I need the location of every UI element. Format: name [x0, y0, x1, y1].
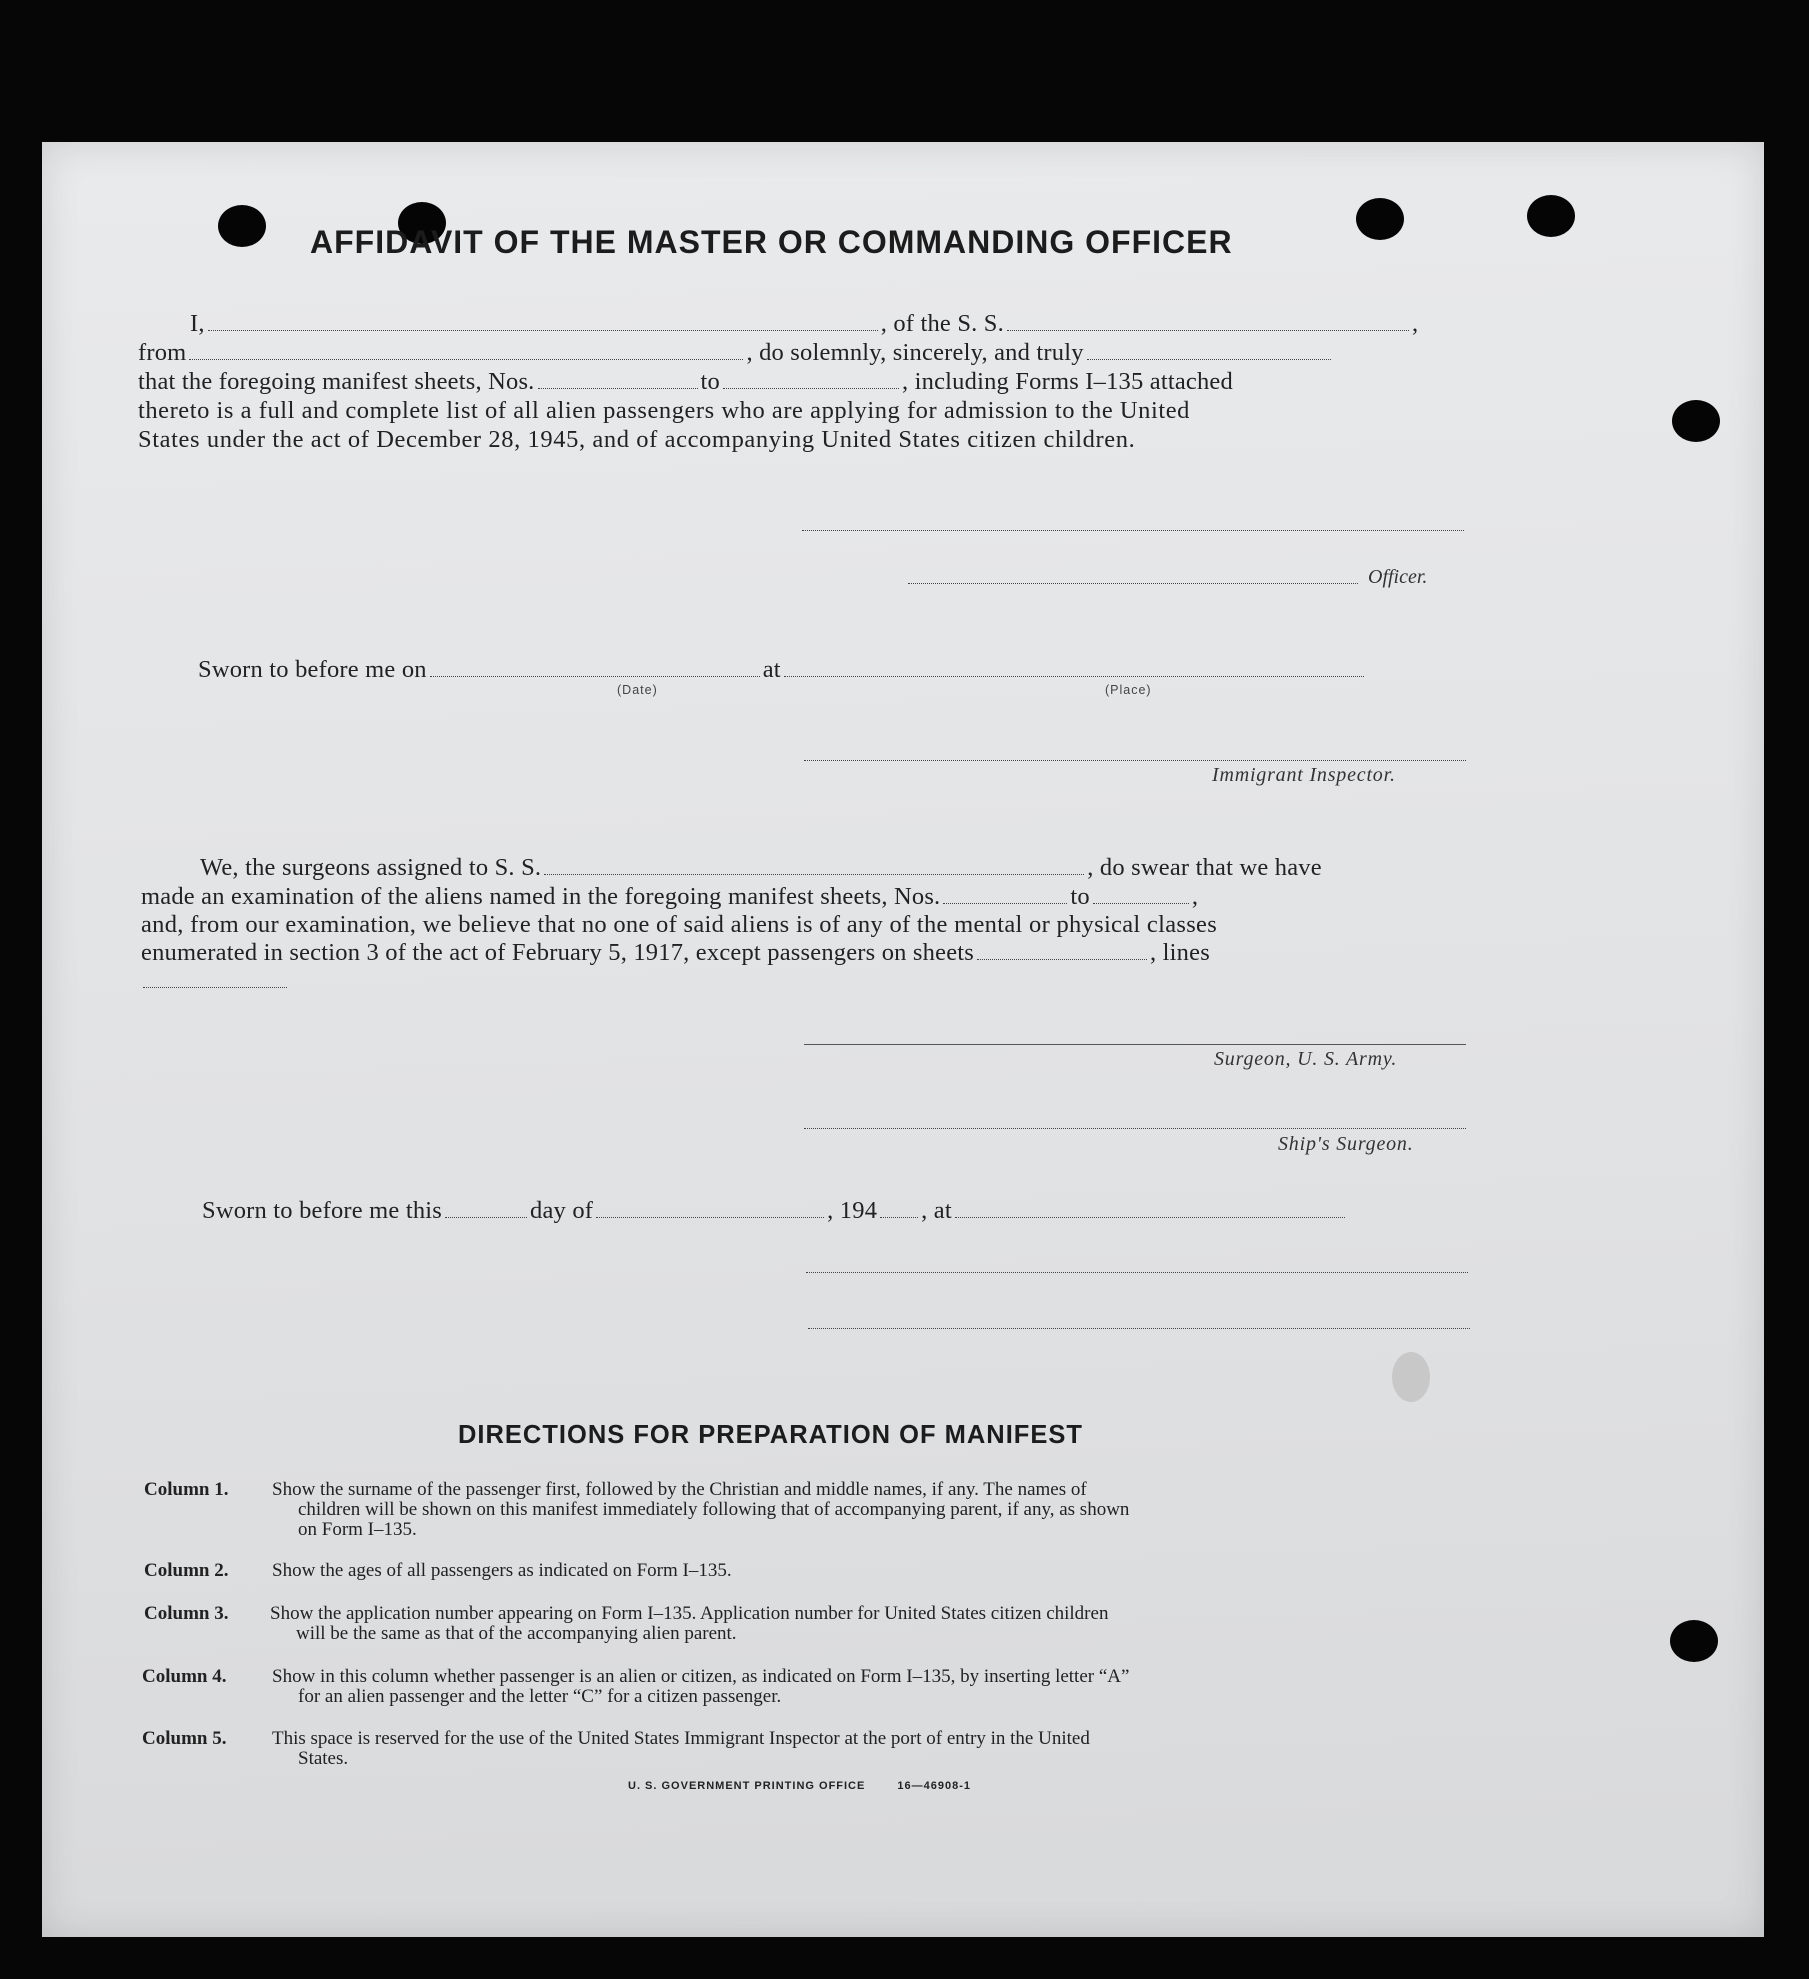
officer-title-line[interactable] [908, 583, 1358, 584]
affidavit-text: I, [190, 310, 205, 337]
direction-line: States. [298, 1748, 349, 1769]
direction-line: Show the ages of all passengers as indicated on Form I–135. [272, 1560, 732, 1581]
affidavit-text: , do solemnly, sincerely, and truly [746, 339, 1084, 366]
affidavit-text: from [138, 339, 187, 366]
officer-label: Officer. [1368, 566, 1428, 588]
sworn-before-line [198, 656, 1367, 684]
affidavit-line-5: States under the act of December 28, 1945, and of accompanying United States citizen children. [138, 426, 1136, 453]
affidavit-line-1 [190, 310, 1418, 338]
affidavit-text: that the foregoing manifest sheets, Nos. [138, 368, 535, 395]
direction-text [272, 1561, 732, 1581]
sworn-text: at [762, 656, 781, 683]
punch-hole [1527, 195, 1575, 237]
sworn-text: day of [530, 1197, 594, 1224]
sworn-signature-line-2[interactable] [808, 1328, 1470, 1329]
surgeon-sheet-to-field[interactable] [1093, 885, 1189, 904]
affidavit-text: to [700, 368, 720, 395]
direction-label: Column 4. [142, 1666, 227, 1687]
ships-surgeon-label: Ship's Surgeon. [1278, 1133, 1414, 1155]
sheet-to-field[interactable] [723, 370, 899, 389]
punch-hole [1672, 400, 1720, 442]
officer-name-field[interactable] [208, 312, 878, 331]
direction-text [272, 1729, 1090, 1769]
affidavit-line-3 [138, 368, 1233, 396]
sworn-date-field[interactable] [430, 658, 760, 677]
sworn-signature-line-1[interactable] [806, 1272, 1468, 1273]
punch-hole [1670, 1620, 1718, 1662]
surgeons-text: enumerated in section 3 of the act of February 5, 1917, except passengers on sheets [141, 939, 975, 966]
port-from-field[interactable] [189, 341, 743, 360]
except-sheets-field[interactable] [977, 941, 1147, 960]
direction-line: children will be shown on this manifest immediately following that of accompanying parent, if any, as shown [298, 1499, 1130, 1520]
ships-surgeon-signature-line[interactable] [804, 1128, 1466, 1129]
punch-hole [1356, 198, 1404, 240]
surgeon-ship-field[interactable] [544, 856, 1084, 875]
direction-label: Column 1. [144, 1479, 229, 1500]
army-surgeon-label: Surgeon, U. S. Army. [1214, 1048, 1398, 1070]
sheet-from-field[interactable] [538, 370, 698, 389]
paper-speck [1392, 1352, 1430, 1402]
affidavit-text: , [1411, 310, 1419, 337]
direction-line: for an alien passenger and the letter “C” for a citizen passenger. [298, 1686, 782, 1707]
surgeons-line-1 [200, 854, 1322, 882]
direction-label: Column 3. [144, 1603, 229, 1624]
except-lines-field[interactable] [143, 987, 287, 988]
direction-line: Show the application number appearing on Form I–135. Application number for United States citizen children [270, 1603, 1109, 1624]
sworn-text: Sworn to before me on [198, 656, 427, 683]
affidavit-text: , including Forms I–135 attached [901, 368, 1233, 395]
form-code: 16—46908-1 [897, 1780, 972, 1792]
affidavit-title: AFFIDAVIT OF THE MASTER OR COMMANDING OFFICER [310, 224, 1233, 260]
sworn-day-field[interactable] [445, 1199, 527, 1218]
printer-imprint [628, 1780, 971, 1792]
ship-name-field[interactable] [1007, 312, 1409, 331]
surgeons-text: , lines [1150, 939, 1210, 966]
direction-line: Show in this column whether passenger is an alien or citizen, as indicated on Form I–135, by inserting letter “A” [272, 1666, 1130, 1687]
printer-name: U. S. GOVERNMENT PRINTING OFFICE [628, 1780, 866, 1792]
army-surgeon-signature-line[interactable] [804, 1044, 1466, 1045]
sworn-text: , at [921, 1197, 952, 1224]
surgeons-text: , do swear that we have [1087, 854, 1322, 881]
direction-line: Show the surname of the passenger first, followed by the Christian and middle names, if any. The names of [272, 1479, 1087, 1500]
direction-line: will be the same as that of the accompanying alien parent. [296, 1623, 737, 1644]
surgeons-line-3: and, from our examination, we believe that no one of said aliens is of any of the mental or physical classes [141, 911, 1218, 938]
surgeons-line-4 [141, 939, 1210, 967]
oath-field[interactable] [1087, 341, 1331, 360]
sworn-year-field[interactable] [880, 1199, 918, 1218]
surgeons-text: to [1070, 883, 1090, 910]
sworn-month-field[interactable] [596, 1199, 824, 1218]
form-page [42, 142, 1764, 1937]
direction-text [270, 1604, 1108, 1644]
immigrant-inspector-label: Immigrant Inspector. [1212, 764, 1396, 786]
sworn-place-field[interactable] [784, 658, 1364, 677]
master-signature-line[interactable] [802, 530, 1464, 531]
sworn-text: Sworn to before me this [202, 1197, 443, 1224]
surgeons-line-2 [141, 883, 1198, 911]
punch-hole [218, 205, 266, 247]
inspector-signature-line[interactable] [804, 760, 1466, 761]
affidavit-text: , of the S. S. [880, 310, 1004, 337]
surgeons-text: made an examination of the aliens named in the foregoing manifest sheets, Nos. [141, 883, 941, 910]
affidavit-line-2 [138, 339, 1334, 367]
date-caption: (Date) [617, 683, 658, 697]
direction-text [272, 1480, 1129, 1540]
sworn-at-field[interactable] [955, 1199, 1345, 1218]
sworn-text: , 194 [827, 1197, 878, 1224]
surgeons-text: , [1191, 883, 1199, 910]
surgeon-sheet-from-field[interactable] [943, 885, 1067, 904]
sworn-this-day-line [202, 1197, 1348, 1225]
direction-label: Column 2. [144, 1560, 229, 1581]
place-caption: (Place) [1105, 683, 1152, 697]
direction-label: Column 5. [142, 1728, 227, 1749]
direction-text [272, 1667, 1129, 1707]
surgeons-text: We, the surgeons assigned to S. S. [200, 854, 542, 881]
affidavit-line-4: thereto is a full and complete list of all alien passengers who are applying for admission to the United [138, 397, 1190, 424]
directions-title: DIRECTIONS FOR PREPARATION OF MANIFEST [458, 1421, 1083, 1449]
direction-line: This space is reserved for the use of the United States Immigrant Inspector at the port of entry in the United [272, 1728, 1090, 1749]
direction-line: on Form I–135. [298, 1519, 417, 1540]
